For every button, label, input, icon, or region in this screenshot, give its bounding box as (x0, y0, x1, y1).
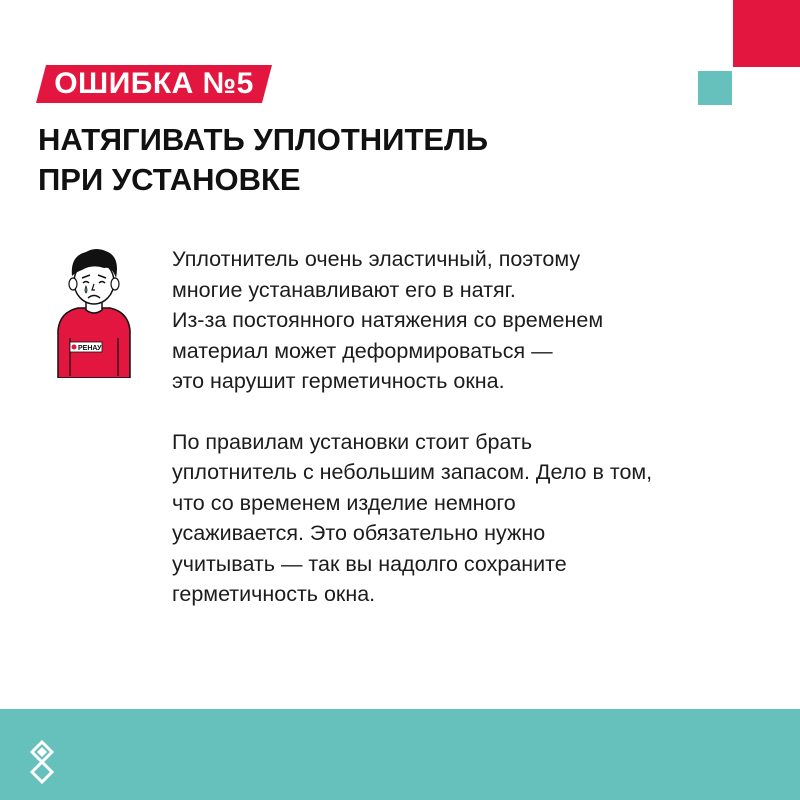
text-line: герметичность окна. (172, 582, 376, 606)
text-line: это нарушит герметичность окна. (172, 369, 505, 393)
corner-decor-red (733, 0, 800, 67)
text-line: По правилам установки стоит брать (172, 429, 533, 454)
text-line: учитывать — так вы надолго сохраните (172, 551, 567, 576)
corner-decor-teal (698, 71, 732, 105)
headline-line: НАТЯГИВАТЬ УПЛОТНИТЕЛЬ (38, 122, 489, 157)
paragraph (172, 244, 792, 397)
text-line: материал может деформироваться — (172, 338, 553, 363)
sad-person-illustration (52, 238, 136, 378)
text-line: многие устанавливают его в натяг. (172, 277, 516, 302)
text-line: Из-за постоянного натяжения со временем (172, 308, 604, 332)
error-badge (36, 65, 272, 103)
headline-line: ПРИ УСТАНОВКЕ (38, 162, 301, 197)
headline (38, 120, 678, 200)
text-line: что со временем изделие немного (172, 490, 516, 515)
badge-label: ОШИБКА №5 (54, 67, 254, 100)
footer-band (0, 709, 800, 800)
text-line: усаживается. Это обязательно нужно (172, 521, 546, 545)
body-text (172, 244, 792, 610)
text-line: уплотнитель с небольшим запасом. Дело в том, (172, 460, 653, 484)
text-line: Уплотнитель очень эластичный, поэтому (172, 247, 581, 271)
brand-logo-icon (28, 740, 56, 784)
paragraph (172, 427, 792, 610)
shirt-label: РЕНАУ (78, 345, 102, 352)
